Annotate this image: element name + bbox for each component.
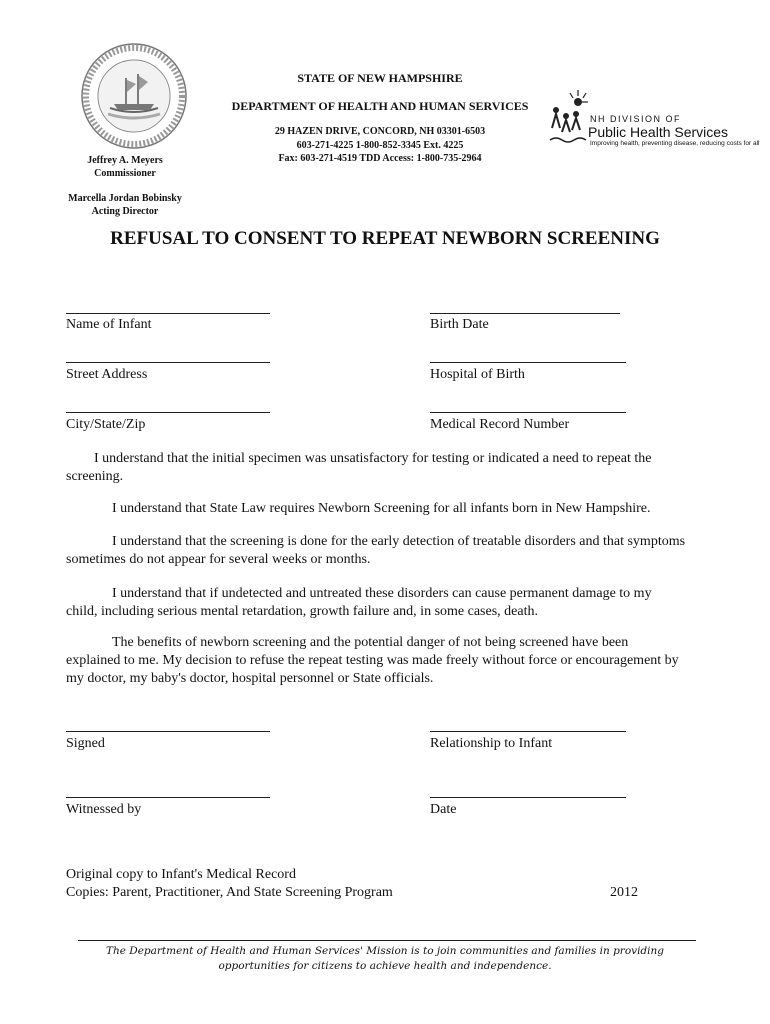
form-title: REFUSAL TO CONSENT TO REPEAT NEWBORN SCREENING (110, 228, 660, 249)
director-title: Acting Director (91, 206, 159, 217)
city-state-zip-label: City/State/Zip (66, 417, 146, 432)
infant-name-label: Name of Infant (66, 317, 152, 332)
department-phones: 603-271-4225 1-800-852-3345 Ext. 4225 (296, 140, 464, 151)
commissioner-title: Commissioner (94, 168, 156, 179)
medical-record-label: Medical Record Number (430, 417, 570, 432)
logo-line1: NH DIVISION OF (590, 114, 682, 124)
relationship-line[interactable] (430, 731, 626, 732)
original-copy-note: Original copy to Infant's Medical Record (66, 867, 296, 882)
hospital-line[interactable] (430, 362, 626, 363)
signed-line[interactable] (66, 731, 270, 732)
city-state-zip-line[interactable] (66, 412, 270, 413)
street-address-line[interactable] (66, 362, 270, 363)
director-name: Marcella Jordan Bobinsky (68, 193, 182, 204)
witness-label: Witnessed by (66, 802, 142, 817)
logo-line2: Public Health Services (588, 124, 729, 140)
paragraph-5: The benefits of newborn screening and the potential danger of not being screened have been explained to me. My decision to refuse the repeat testing was made freely without force or encouragement by my doctor, my baby's doctor, hospital personnel or State officials. (66, 635, 679, 686)
birth-date-line[interactable] (430, 313, 620, 314)
infant-name-line[interactable] (66, 313, 270, 314)
phs-logo (548, 88, 768, 152)
hospital-label: Hospital of Birth (430, 367, 525, 382)
date-label: Date (430, 802, 457, 817)
department-name: DEPARTMENT OF HEALTH AND HUMAN SERVICES (231, 99, 529, 113)
birth-date-label: Birth Date (430, 317, 489, 332)
date-line[interactable] (430, 797, 626, 798)
witness-line[interactable] (66, 797, 270, 798)
medical-record-line[interactable] (430, 412, 626, 413)
department-address: 29 HAZEN DRIVE, CONCORD, NH 03301-6503 (274, 126, 486, 137)
paragraph-1: I understand that the initial specimen was unsatisfactory for testing or indicated a need to repeat the screening. (66, 451, 652, 484)
department-fax: Fax: 603-271-4519 TDD Access: 1-800-735-2964 (278, 153, 482, 164)
commissioner-name: Jeffrey A. Meyers (87, 155, 163, 166)
signed-label: Signed (66, 736, 105, 751)
sun-figures-icon (548, 88, 588, 148)
form-year: 2012 (610, 885, 638, 900)
paragraph-4: I understand that if undetected and untreated these disorders can cause permanent damage to my child, including serious mental retardation, growth failure and, in some cases, death. (66, 586, 652, 619)
relationship-label: Relationship to Infant (430, 736, 553, 751)
paragraph-2: I understand that State Law requires Newborn Screening for all infants born in New Hampshire. (112, 501, 651, 516)
mission-statement: The Department of Health and Human Services' Mission is to join communities and families in providing opportunities for citizens to achieve health and independence. (105, 945, 664, 972)
state-name: STATE OF NEW HAMPSHIRE (297, 71, 463, 85)
footer-divider (78, 940, 696, 941)
street-address-label: Street Address (66, 367, 148, 382)
copies-note: Copies: Parent, Practitioner, And State Screening Program (66, 885, 393, 900)
logo-tagline: Improving health, preventing disease, reducing costs for all (590, 140, 760, 147)
paragraph-3: I understand that the screening is done for the early detection of treatable disorders and that symptoms sometimes do not appear for several weeks or months. (66, 534, 686, 567)
